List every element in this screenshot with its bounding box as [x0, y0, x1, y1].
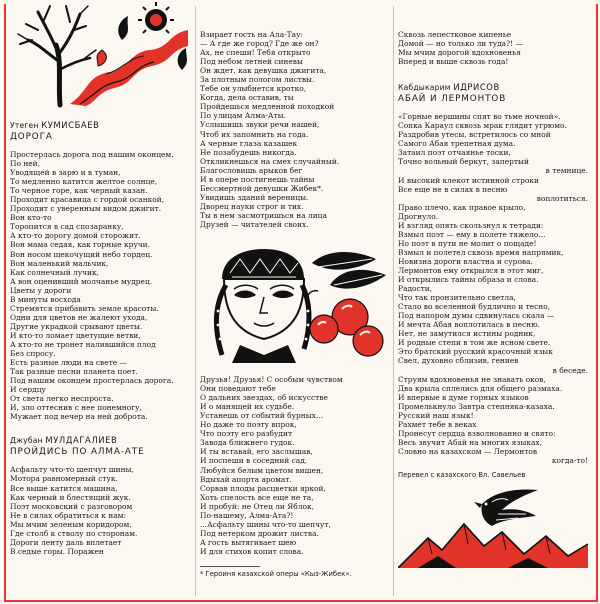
poem-line: Где столб к стволу по сторонам.	[10, 528, 138, 538]
poem-line: Струям вдохновенья не знавать оков,	[398, 374, 546, 384]
poem-title: АБАЙ И ЛЕРМОНТОВ	[398, 94, 507, 105]
poem-line: Поэт московский с разговором	[10, 501, 133, 511]
poem-line: О дальних звездах, об искусстве	[200, 393, 328, 403]
poem-line: Взмыл и полетел сквозь время напрямик,	[398, 247, 564, 257]
poem-line: Затаил поэт отчаянье тоски,	[398, 148, 511, 158]
column-left	[10, 0, 192, 600]
poem-line: Мотора равномерный стук.	[10, 474, 118, 484]
poem-line: Рахмет тебе в веках	[398, 419, 477, 429]
poem-line: Радости,	[398, 284, 433, 294]
poem-line: Но даже то поэту впрок,	[200, 420, 297, 430]
poem-line: И, зло оттеснив с нее понемногу,	[10, 403, 142, 413]
poem-line: Бессмертной девушки Жибек*.	[200, 183, 324, 193]
poem-line: В минуты восхода	[10, 294, 81, 304]
poem-line: А гость вытягивает шею	[200, 537, 297, 547]
poem-line: Сопка Караул сквозь мрак глядит угрюмо.	[398, 121, 567, 131]
poem-line: Сорвав плоды расцветки яркой,	[200, 483, 326, 493]
poem-line: Стало во вселенной будлично и тесно,	[398, 302, 551, 312]
poem-line: И взгляд опять скользнул к тетради:	[398, 220, 544, 230]
poem-line: Новизна дороги властна и сурова.	[398, 256, 533, 266]
poem-line: Асфальту что-то шепчут шины,	[10, 465, 134, 475]
poem-author: Джубан МУЛДАГАЛИЕВ	[10, 435, 118, 446]
poem-line: Под напором думы сдвинулась скала —	[398, 311, 555, 321]
poem-line: Чтоб их запомнить на года.	[200, 129, 309, 139]
face-apples-illustration	[200, 245, 390, 363]
poem-line: Они поведают тебе	[200, 384, 276, 394]
eagle-mountains-illustration	[398, 484, 588, 568]
poem-line: Любуйся белым цветом вишен,	[200, 465, 324, 475]
poem-line: в беседе.	[552, 365, 588, 375]
poem-line: Ты в нем засмотришься на лица	[200, 210, 327, 220]
poem-line: Русский наш язык!	[398, 410, 474, 420]
column-middle	[200, 0, 390, 600]
poem-line: Мы мчим зеленым коридором,	[10, 519, 132, 529]
poem-line: Вон мама седая, как горные кручи.	[10, 240, 150, 250]
poem-line: И высокий клекот истинной строки	[398, 175, 539, 185]
poem-line: Проходит красавица с гордой осанкой,	[10, 195, 165, 205]
poem-line: Есть разные люди на свете —	[10, 358, 127, 368]
poem-line: Вон маленький мальчик,	[10, 258, 109, 268]
poem-line: Взмыл поэт — ему в полете тяжело...	[398, 229, 546, 239]
poem-line: Вдыхай апорта аромат.	[200, 474, 292, 484]
poem-line: То медленно катится желтое солнце,	[10, 177, 158, 187]
poem-text	[398, 30, 588, 66]
poem-author: Утеген КУМИСБАЕВ	[10, 120, 100, 130]
poem-text	[398, 112, 588, 465]
poem-line: Что поэту его разбудит	[200, 429, 293, 439]
poem-line: когда-то!	[551, 455, 588, 465]
poem-line: Пронесут сердца взволнованно и свято:	[398, 428, 556, 438]
poem-line: А вон оценивший молчанье мудрец.	[10, 276, 153, 286]
poem-line: Не позабудешь никогда.	[200, 147, 297, 157]
poem-line: И для стихов копит слова.	[200, 546, 304, 556]
tree-sun-illustration	[10, 0, 192, 108]
poem-text	[10, 150, 192, 421]
poem-line: Откликнешься на смех случайный.	[200, 156, 340, 166]
poem-line: А кто-то не тронет налившийся плод	[10, 339, 156, 349]
poem-line: Увидишь зданий вереницы.	[200, 192, 309, 202]
poem-line: По ней,	[10, 159, 41, 169]
poem-line: Раздробив утесы, встретилось со мной	[398, 130, 551, 140]
poem-line: Мы мчим дорогой вдохновенья	[398, 48, 521, 58]
poem-line: Другие украдкой срывают цветы.	[10, 321, 143, 331]
poem-line: Все выше катится машина,	[10, 483, 118, 493]
poem-line: Мужает под вечер на ней доброта.	[10, 412, 148, 422]
column-right	[398, 0, 588, 600]
poem-line: Хоть спелость все еще не та,	[200, 492, 314, 502]
poem-line: «Горные вершины спят во тьме ночной».	[398, 112, 561, 122]
poem-line: Вон кто-то	[10, 213, 52, 223]
poem-text	[200, 375, 390, 556]
poem-line: ...Асфальту шины что-то шепчут,	[200, 519, 331, 529]
translator-credit: Перевел с казахского Вл. Савельев	[398, 471, 526, 480]
poem-line: Самого Абая трепетная дума.	[398, 139, 516, 149]
poem-line: Друзья! Друзья! С особым чувством	[200, 375, 343, 385]
poem-line: И родные степи в том же ясном свете.	[398, 338, 551, 348]
poem-line: Дрогнуло.	[398, 211, 439, 221]
poem-line: Что так пронзительно светла,	[398, 293, 516, 303]
poem-line: Дворец науки строг и тих.	[200, 201, 304, 211]
poem-line: И о манящей их судьбе.	[200, 402, 295, 412]
poem-line: В седые горы. Поражен	[10, 546, 104, 556]
poem-line: Свел, духовно сблизив, гениев	[398, 356, 519, 366]
poem-line: То черное горе, как черный казан.	[10, 186, 148, 196]
poem-line: Уводящей в зарю и в туман,	[10, 168, 121, 178]
poem-line: Два крыла сплелись для общего размаха.	[398, 383, 563, 393]
poem-line: И сердцу	[10, 385, 46, 395]
poem-line: Пройдешься медленной походкой	[200, 102, 335, 112]
poem-line: Он ждет, как девушка джигита,	[200, 66, 327, 76]
poem-line: И открылись тайны образа и слова.	[398, 275, 539, 285]
poem-author: Кабдыкарим ИДРИСОВ	[398, 82, 500, 93]
poem-line: И кто-то ломает цветущие ветви,	[10, 330, 141, 340]
poem-line: Под нашим оконцем простерлась дорога.	[10, 376, 174, 386]
poem-title: ПРОЙДИСЬ ПО АЛМА-АТЕ	[10, 447, 145, 458]
poem-line: И поспеши в соседний сад.	[200, 456, 308, 466]
poem-line: И впервые в думе горных языков	[398, 392, 529, 402]
poem-line: От света легко неспроста.	[10, 394, 114, 404]
poem-line: И ты вставай, его заслышав,	[200, 447, 313, 457]
poem-line: Но поэт в пути не молит о пощаде!	[398, 238, 537, 248]
poem-line: По-нашему, Алма-Ата?!	[200, 510, 294, 520]
poem-line: Вон носом щекочущий небо гордец.	[10, 249, 153, 259]
poem-line: Устанешь от событий бурных...	[200, 411, 323, 421]
poem-text	[200, 30, 390, 229]
poem-line: Как черный и блестящий жук.	[10, 492, 131, 502]
poem-line: в темнице.	[545, 166, 588, 176]
poem-line: Все еще не в силах в песню	[398, 184, 508, 194]
poem-line: По улицам Алма-Аты.	[200, 111, 286, 121]
poem-line: Без спросу.	[10, 349, 56, 359]
poem-line: А кто-то дорогу домой сторожит.	[10, 231, 141, 241]
poem-line: Тебе он улыбнется кротко,	[200, 84, 307, 94]
poem-line: воплотиться.	[536, 193, 588, 203]
poem-line: Благословишь арыков бег	[200, 165, 303, 175]
poem-line: Точно вольный беркут, запертый	[398, 157, 529, 167]
poem-line: Словно на казахском — Лермонтов	[398, 446, 538, 456]
poem-line: Дороги ленту даль вплетает	[10, 537, 122, 547]
poem-line: Цветы у дороги	[10, 285, 72, 295]
poem-line: Взирает гость на Ала-Тау:	[200, 30, 303, 39]
poem-line: За плотным пологом листвы.	[200, 75, 315, 85]
poem-line: Нет, не замутился истины родник,	[398, 329, 536, 339]
poem-line: Ах, не спеши! Тебя открыто	[200, 48, 311, 58]
poem-line: Проходит с уверенным видом джигит.	[10, 204, 162, 214]
poem-line: И пробуй: не Отец ли Яблок,	[200, 501, 314, 511]
poem-line: Не в силах обратиться к нам:	[10, 510, 126, 520]
poem-line: Под нетерком дрожит листва.	[200, 528, 319, 538]
poem-text	[10, 465, 192, 555]
poem-line: Лермонтов ему открылся в этот миг,	[398, 265, 544, 275]
column-divider	[393, 6, 394, 596]
poem-line: Так разные песни планета поет.	[10, 367, 138, 377]
poem-line: И в опере постигнешь тайны	[200, 174, 315, 184]
poem-line: Одни для цветов не жалеют ухода,	[10, 312, 148, 322]
poem-line: Сквозь лепестковое кипенье	[398, 30, 512, 39]
poem-line: И мечта Абая воплотилась в песню.	[398, 320, 540, 330]
poem-line: Весь звучит Абай на многих языках,	[398, 437, 542, 447]
poem-line: Друзей — читателей своих.	[200, 219, 309, 229]
poem-line: Как солнечный лучик,	[10, 267, 100, 277]
poem-line: Вперед и выше сквозь года!	[398, 57, 509, 67]
poem-line: Промелькнуло Завтра степняка-казаха.	[398, 401, 555, 411]
poem-line: А черные глаза казашек	[200, 138, 298, 148]
poem-line: Домой — но только ли туда?! —	[398, 39, 523, 49]
poem-line: Это братский русский красочный язык	[398, 347, 553, 357]
poem-line: Простерлась дорога под нашим оконцем.	[10, 150, 174, 159]
poem-line: Право плечо, как правое крыло,	[398, 202, 526, 212]
footnote: * Героиня казахской оперы «Кыз-Жибек».	[200, 569, 352, 578]
poem-line: Услышишь звуки речи нашей,	[200, 120, 320, 130]
poem-line: Под небом летней синевы	[200, 57, 303, 67]
poem-line: Торопится в сад спозаранку,	[10, 222, 124, 232]
poem-title: ДОРОГА	[10, 132, 53, 142]
column-divider	[195, 6, 196, 596]
poem-line: Завода ближнего гудок.	[200, 438, 295, 448]
poem-line: — А где же город? Где же он?	[200, 39, 319, 49]
poem-line: Когда, дела оставив, ты	[200, 93, 294, 103]
poem-line: Стремятся прибавить земле красоты.	[10, 303, 159, 313]
